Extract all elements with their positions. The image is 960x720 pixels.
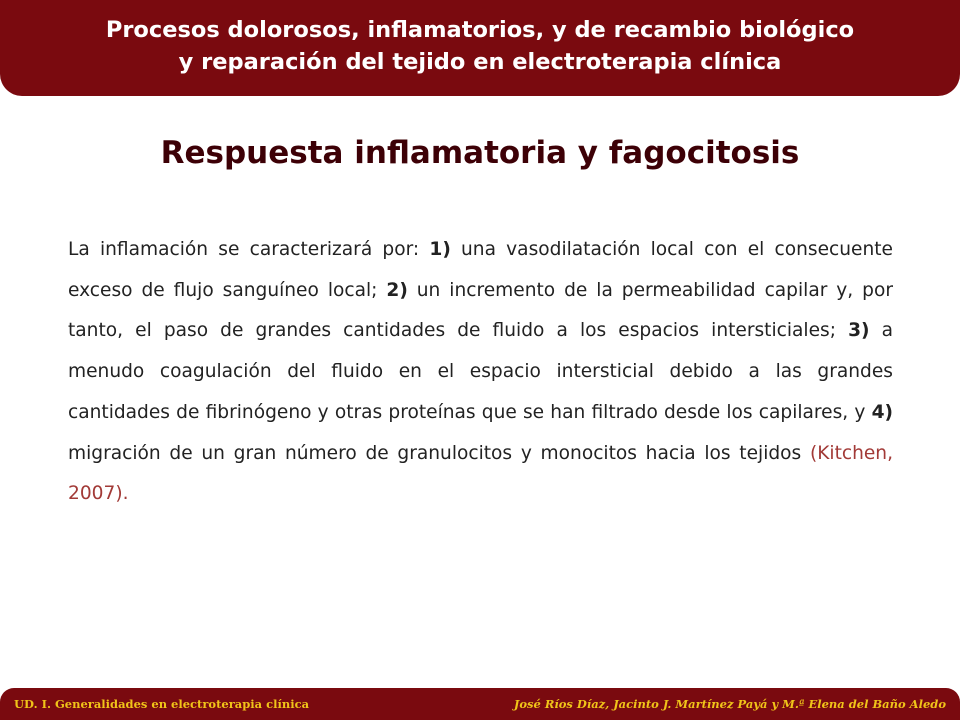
list-marker-3: 3) xyxy=(848,320,870,342)
citation: (Kitchen, 2007). xyxy=(68,442,893,505)
list-marker-1: 1) xyxy=(429,239,451,260)
slide-title: Respuesta inflamatoria y fagocitosis xyxy=(160,135,800,171)
body-text-segment: La inflamación se caracterizará por: xyxy=(68,239,430,260)
header-title-line-1: Procesos dolorosos, inflamatorios, y de recambio biológico xyxy=(105,17,855,43)
footer-authors: José Ríos Díaz, Jacinto J. Martínez Payá y M.ª Elena del Baño Aledo xyxy=(513,697,946,711)
header-banner xyxy=(0,0,960,96)
body-text-segment: una vasodilatación local con el consecuente exceso de flujo sanguíneo local; xyxy=(68,239,893,301)
body-paragraph xyxy=(68,230,893,515)
list-marker-2: 2) xyxy=(386,279,408,301)
body-text-segment: a menudo coagulación del fluido en el espacio intersticial debido a las grandes cantidades de fibrinógeno y otras proteínas que se han filtrado desde los capilares, y xyxy=(68,320,893,423)
body-text-segment: un incremento de la permeabilidad capilar y, por tanto, el paso de grandes cantidades de fluido a los espacios intersticiales; xyxy=(68,279,893,342)
body-text-segment: migración de un gran número de granulocitos y monocitos hacia los tejidos xyxy=(68,442,810,464)
footer-bar xyxy=(0,688,960,720)
header-title-line-2: y reparación del tejido en electroterapia clínica xyxy=(178,49,782,75)
footer-course-unit: UD. I. Generalidades en electroterapia clínica xyxy=(14,697,310,711)
list-marker-4: 4) xyxy=(871,401,893,423)
